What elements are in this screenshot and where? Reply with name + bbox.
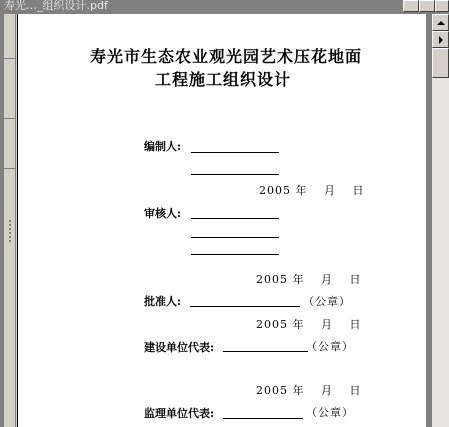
triangle-up-icon (437, 21, 445, 25)
compiler-label: 编制人: (144, 140, 182, 153)
signature-line (191, 174, 279, 175)
pdf-page (17, 14, 426, 427)
seal-2: （公章） (306, 340, 354, 353)
approver-label: 批准人: (144, 295, 182, 308)
doc-title-line2: 工程施工组织设计 (155, 70, 292, 89)
seal-1: （公章） (303, 295, 351, 308)
date-4: 2005 年 月 日 (256, 384, 362, 397)
signature-line (223, 351, 308, 352)
scroll-thumb[interactable] (432, 48, 449, 78)
divider (4, 118, 16, 119)
scroll-up-button[interactable] (432, 14, 449, 31)
close-button[interactable] (435, 0, 449, 12)
builder-rep-label: 建设单位代表: (144, 341, 215, 354)
vertical-scrollbar[interactable] (432, 14, 449, 427)
scroll-right-button[interactable] (432, 31, 449, 48)
signature-line (190, 306, 300, 307)
window-title: 寿光…_组织设计.pdf (4, 0, 108, 12)
seal-3: （公章） (306, 406, 354, 419)
signature-line (191, 152, 279, 153)
supervisor-rep-label: 监理单位代表: (144, 407, 215, 420)
date-1: 2005 年 月 日 (259, 184, 365, 197)
reviewer-label: 审核人: (144, 207, 182, 220)
pane-splitter-grip[interactable] (4, 218, 15, 248)
date-3: 2005 年 月 日 (256, 318, 362, 331)
window-title-bar (0, 0, 449, 14)
signature-line (191, 218, 279, 219)
signature-line (191, 237, 279, 238)
signature-line (191, 254, 279, 255)
maximize-button[interactable] (419, 0, 435, 12)
divider (4, 168, 16, 169)
triangle-right-icon (439, 36, 443, 44)
signature-line (223, 418, 303, 419)
divider (4, 58, 16, 59)
doc-title-line1: 寿光市生态农业观光园艺术压花地面 (90, 47, 363, 66)
date-2: 2005 年 月 日 (256, 273, 362, 286)
minimize-button[interactable] (403, 0, 419, 12)
